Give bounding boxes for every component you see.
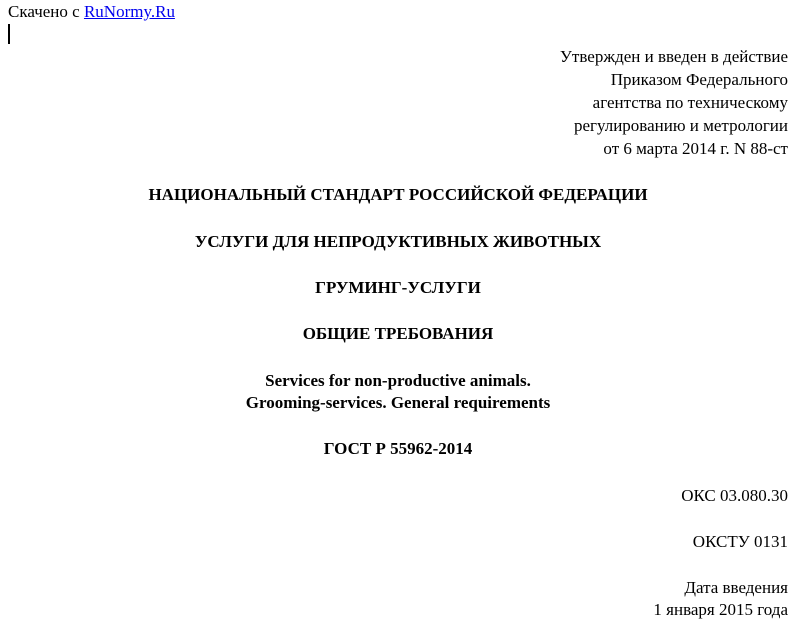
national-standard-title: НАЦИОНАЛЬНЫЙ СТАНДАРТ РОССИЙСКОЙ ФЕДЕРАЦИИ (148, 185, 648, 204)
oks-code: ОКС 03.080.30 (681, 486, 788, 505)
general-requirements-title: ОБЩИЕ ТРЕБОВАНИЯ (302, 324, 494, 343)
services-title: УСЛУГИ ДЛЯ НЕПРОДУКТИВНЫХ ЖИВОТНЫХ (194, 232, 602, 251)
source-link[interactable]: RuNormy.Ru (83, 2, 175, 21)
approval-line: Приказом Федерального (610, 70, 788, 89)
downloaded-prefix: Скачено с (8, 2, 84, 21)
text-cursor (8, 24, 10, 44)
english-title-line-1: Services for non-productive animals. (265, 371, 531, 390)
introduction-date-label: Дата введения (684, 578, 788, 597)
gost-number: ГОСТ Р 55962-2014 (323, 439, 473, 458)
introduction-date: 1 января 2015 года (653, 600, 788, 619)
approval-line: от 6 марта 2014 г. N 88-ст (603, 139, 788, 158)
approval-line: Утвержден и введен в действие (559, 47, 788, 66)
grooming-title: ГРУМИНГ-УСЛУГИ (315, 278, 481, 297)
source-line (8, 0, 175, 23)
approval-line: регулированию и метрологии (573, 116, 788, 135)
english-title-line-2: Grooming-services. General requirements (245, 393, 551, 412)
approval-block (288, 45, 788, 160)
okstu-code: ОКСТУ 0131 (692, 532, 788, 551)
approval-line: агентства по техническому (592, 93, 788, 112)
